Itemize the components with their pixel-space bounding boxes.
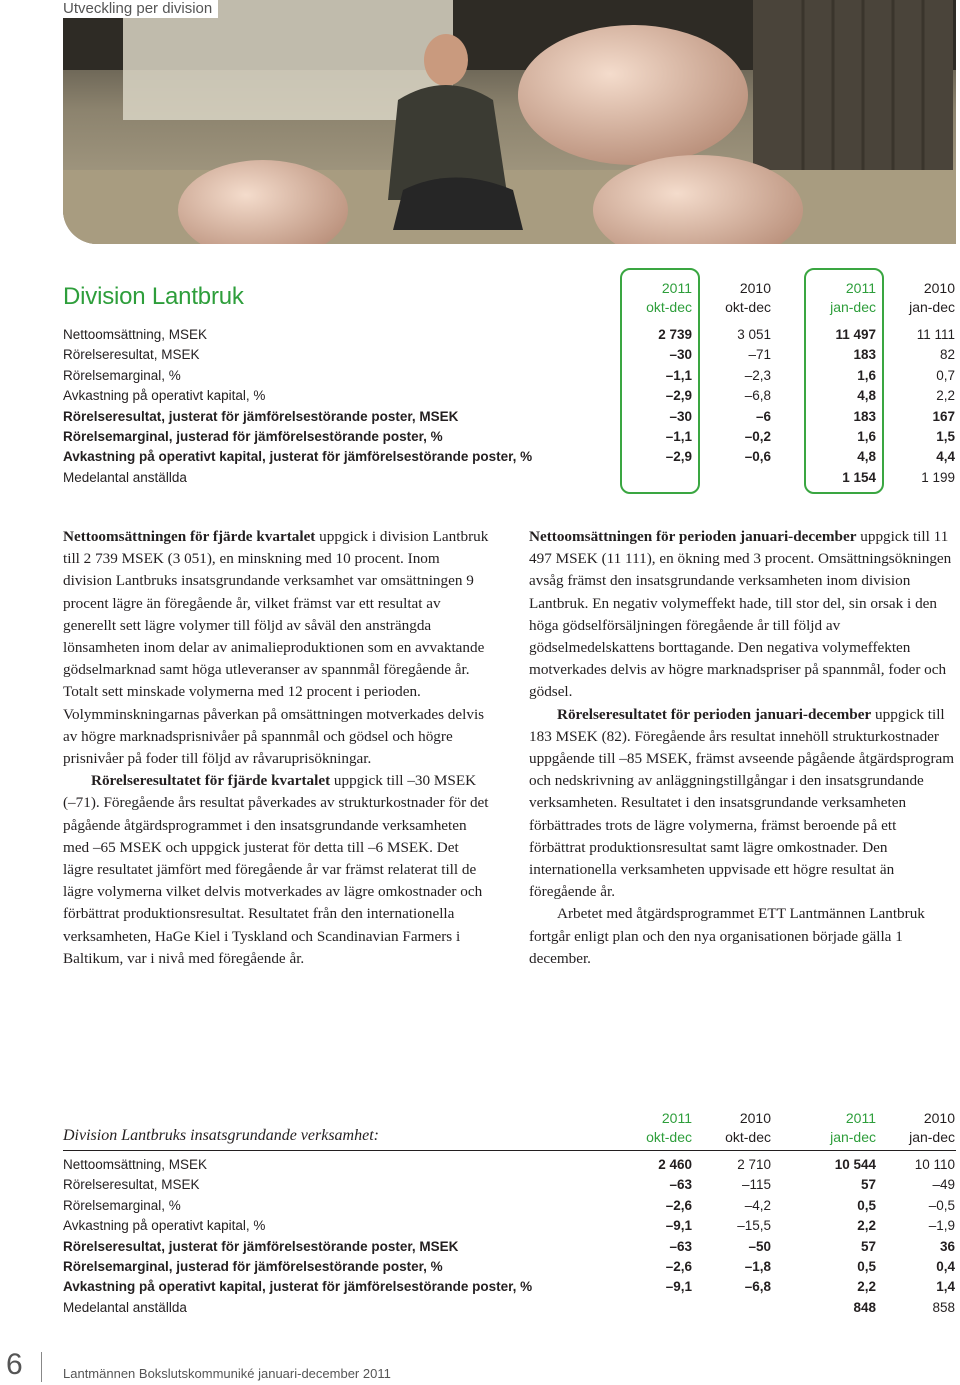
cell-value: –6 <box>755 408 771 424</box>
paragraph-text: Arbetet med åtgärdsprogrammet ETT Lantmännen Lantbruk fortgår enligt plan och den nya organisationen började gälla 1 december. <box>529 905 925 967</box>
row-label: Nettoomsättning, MSEK <box>63 327 208 342</box>
column-header-period: okt-dec <box>646 299 692 315</box>
cell-value: –2,9 <box>665 449 692 465</box>
page-number: 6 <box>6 1348 23 1381</box>
cell-value: 10 544 <box>834 1157 876 1172</box>
column-header-period: jan-dec <box>830 299 876 315</box>
table-row <box>63 345 956 365</box>
paragraph-text: uppgick till 183 MSEK (82). Föregående års resultat innehöll strukturkostnader uppgående till –85 MSEK, främst avseende pågående åtgärdsprogram och nedskrivning av anläggningstillgångar i den insatsgrundande verksamheten. Resultatet i den insatsgrundande verksamheten förbättrades trots de lägre volymerna, främst beroende på ett förbättrat produktionsresultat samt lägre omkostnader. Den internationella verksamheten uppvisade ett högre resultat än föregående år. <box>529 705 955 901</box>
cell-value: 11 497 <box>835 327 876 342</box>
cell-value: 57 <box>860 1238 876 1254</box>
cell-value: –30 <box>669 347 692 363</box>
column-header-year: 2011 <box>661 1110 692 1126</box>
table-row <box>63 1175 956 1195</box>
cell-value: –63 <box>669 1238 692 1254</box>
cell-value: 82 <box>939 347 955 363</box>
column-header-year: 2010 <box>739 280 771 296</box>
column-header-year: 2010 <box>923 280 955 296</box>
cell-value: 0,5 <box>857 1197 876 1213</box>
division-title: Division Lantbruk <box>63 283 244 310</box>
cell-value: 57 <box>860 1177 876 1193</box>
row-label: Rörelseresultat, MSEK <box>63 1177 200 1193</box>
cell-value: 4,8 <box>857 449 876 465</box>
cell-value: –6,8 <box>744 388 771 404</box>
cell-value: –2,6 <box>665 1197 692 1213</box>
cell-value: –115 <box>741 1177 771 1193</box>
cell-value: 0,5 <box>857 1259 876 1274</box>
cell-value: 183 <box>853 408 876 424</box>
cell-value: –50 <box>748 1238 771 1254</box>
results-table <box>63 268 956 498</box>
cell-value: 0,4 <box>936 1259 955 1274</box>
row-label: Rörelsemarginal, justerad för jämförelsestörande poster, % <box>63 429 443 444</box>
column-header-year: 2011 <box>661 280 692 296</box>
table-row <box>63 386 956 406</box>
column-header-year: 2011 <box>845 280 876 296</box>
cell-value: 4,8 <box>857 388 876 404</box>
row-label: Avkastning på operativt kapital, % <box>63 1218 266 1234</box>
table-row <box>63 366 956 386</box>
row-label: Avkastning på operativt kapital, justerat för jämförelsestörande poster, % <box>63 1279 533 1295</box>
cell-value: 858 <box>932 1299 955 1315</box>
table-row <box>63 468 956 488</box>
paragraph-lead: Nettoomsättningen för perioden januari-december <box>529 528 857 545</box>
row-label: Rörelsemarginal, justerad för jämförelsestörande poster, % <box>63 1259 443 1274</box>
column-header-period: okt-dec <box>725 299 771 315</box>
column-header-year: 2011 <box>845 1110 876 1126</box>
paragraph-lead: Nettoomsättningen för fjärde kvartalet <box>63 528 316 545</box>
cell-value: 0,7 <box>936 367 955 383</box>
cell-value: –1,9 <box>928 1218 955 1234</box>
row-label: Nettoomsättning, MSEK <box>63 1157 208 1172</box>
text-column-right <box>529 526 955 970</box>
cell-value: –9,1 <box>665 1218 692 1234</box>
cell-value: –0,6 <box>744 449 771 465</box>
paragraph-lead: Rörelseresultatet för fjärde kvartalet <box>91 772 331 790</box>
column-header-period: okt-dec <box>725 1129 771 1145</box>
cell-value: 2 710 <box>737 1157 771 1172</box>
cell-value: –63 <box>669 1177 692 1193</box>
cell-value: –1,8 <box>744 1259 771 1274</box>
cell-value: 3 051 <box>737 327 771 342</box>
header-photo <box>63 0 956 244</box>
table-row <box>63 325 956 345</box>
cell-value: –49 <box>932 1177 955 1193</box>
cell-value: 1,5 <box>936 429 955 444</box>
cell-value: 10 110 <box>914 1157 955 1172</box>
paragraph-text: uppgick till –30 MSEK (–71). Föregående års resultat påverkades av strukturkostnader för det pågående åtgärdsprogrammet i den insatsgrundande verksamheten med –65 MSEK och uppgick justerat för detta till –6 MSEK. Det lägre resultatet jämfört med föregående år var främst relaterat till de lägre volymerna vilket delvis motverkades av lägre omkostnader och förbättrat produktionsresultat. Resultatet från den internationella verksamheten, HaGe Kiel i Tyskland och Scandinavian Farmers i Baltikum, var i nivå med föregående år. <box>63 772 489 967</box>
table-row <box>63 1277 956 1297</box>
table-row <box>63 447 956 467</box>
core-business-table <box>63 1107 956 1322</box>
row-label: Avkastning på operativt kapital, % <box>63 388 266 404</box>
cell-value: –0,2 <box>744 429 771 444</box>
row-label: Medelantal anställda <box>63 469 187 485</box>
cell-value: 2,2 <box>857 1218 876 1234</box>
cell-value: 2,2 <box>857 1279 876 1295</box>
row-label: Rörelsemarginal, % <box>63 367 181 383</box>
table-row <box>63 1155 956 1175</box>
table-row <box>63 407 956 427</box>
cell-value: –6,8 <box>744 1279 771 1295</box>
column-header-year: 2010 <box>923 1110 955 1126</box>
column-header-period: jan-dec <box>830 1129 876 1145</box>
text-column-left <box>63 526 489 970</box>
cell-value: 36 <box>939 1238 955 1254</box>
table-row <box>63 1216 956 1236</box>
column-header-period: jan-dec <box>909 299 955 315</box>
cell-value: –2,3 <box>744 367 771 383</box>
cell-value: –15,5 <box>737 1218 771 1234</box>
cell-value: –1,1 <box>665 367 692 383</box>
paragraph-text: uppgick till 11 497 MSEK (11 111), en ökning med 3 procent. Omsättningsökningen avsåg främst den insatsgrundande verksamheten inom division Lantbruk. En negativ volymeffekt hade, till stor del, sin orsak i den höga gödselförsäljningen föregående år till följd av gödselmedelskattens borttagande. Den negativa volymeffekten motverkades delvis av högre marknadspriser på spannmål, foder och gödsel. <box>529 528 952 701</box>
cell-value: –30 <box>669 408 692 424</box>
row-label: Rörelseresultat, justerat för jämförelsestörande poster, MSEK <box>63 408 459 424</box>
row-label: Rörelseresultat, MSEK <box>63 347 200 363</box>
table-row <box>63 1237 956 1257</box>
section-title: Utveckling per division <box>63 0 218 18</box>
table-row <box>63 1196 956 1216</box>
cell-value: –4,2 <box>744 1197 771 1213</box>
row-label: Avkastning på operativt kapital, justerat för jämförelsestörande poster, % <box>63 449 533 465</box>
row-label: Rörelseresultat, justerat för jämförelsestörande poster, MSEK <box>63 1238 459 1254</box>
column-header-period: okt-dec <box>646 1129 692 1145</box>
cell-value: 183 <box>853 347 876 363</box>
cell-value: 1,6 <box>857 367 876 383</box>
cell-value: –2,9 <box>665 388 692 404</box>
row-label: Medelantal anställda <box>63 1299 187 1315</box>
cell-value: –1,1 <box>665 429 692 444</box>
table-row <box>63 1298 956 1318</box>
paragraph-text: uppgick i division Lantbruk till 2 739 MSEK (3 051), en minskning med 10 procent. Inom division Lantbruks insatsgrundande verksamhet var omsättningen 9 procent lägre än föregående år, vilket främst var ett resultat av generellt sett lägre volymer till följd av såväl den ansträngda lönsamheten inom delar av animalieproduktionen som en avvaktande gödselmarknad samt höga utleveranser av spannmål föregående år. Totalt sett minskade volymerna med 12 procent i perioden. Volymminskningarnas påverkan på omsättningen motverkades delvis av högre marknadsprisnivåer på spannmål och gödsel och högre prisnivåer på foder till följd av råvaruprisökningar. <box>63 528 489 768</box>
cell-value: 1 154 <box>842 469 876 485</box>
cell-value: 4,4 <box>936 449 955 465</box>
cell-value: 848 <box>853 1299 876 1315</box>
cell-value: –0,5 <box>928 1197 955 1213</box>
paragraph-lead: Rörelseresultatet för perioden januari-december <box>557 705 872 723</box>
cell-value: 167 <box>932 408 955 424</box>
table2-title: Division Lantbruks insatsgrundande verksamhet: <box>63 1127 379 1144</box>
footer-text: Lantmännen Bokslutskommuniké januari-december 2011 <box>63 1366 391 1381</box>
footer-divider <box>41 1352 42 1382</box>
column-header-period: jan-dec <box>909 1129 955 1145</box>
cell-value: 1,6 <box>857 429 876 444</box>
column-header-year: 2010 <box>739 1110 771 1126</box>
table-row <box>63 427 956 447</box>
cell-value: 1 199 <box>921 469 955 485</box>
cell-value: 2 739 <box>658 327 692 342</box>
cell-value: –2,6 <box>665 1259 692 1274</box>
cell-value: –71 <box>748 347 771 363</box>
cell-value: 1,4 <box>936 1279 955 1295</box>
row-label: Rörelsemarginal, % <box>63 1197 181 1213</box>
table-row <box>63 1257 956 1277</box>
cell-value: 2,2 <box>936 388 955 404</box>
cell-value: 11 111 <box>916 327 955 342</box>
cell-value: 2 460 <box>658 1157 692 1172</box>
cell-value: –9,1 <box>665 1279 692 1295</box>
